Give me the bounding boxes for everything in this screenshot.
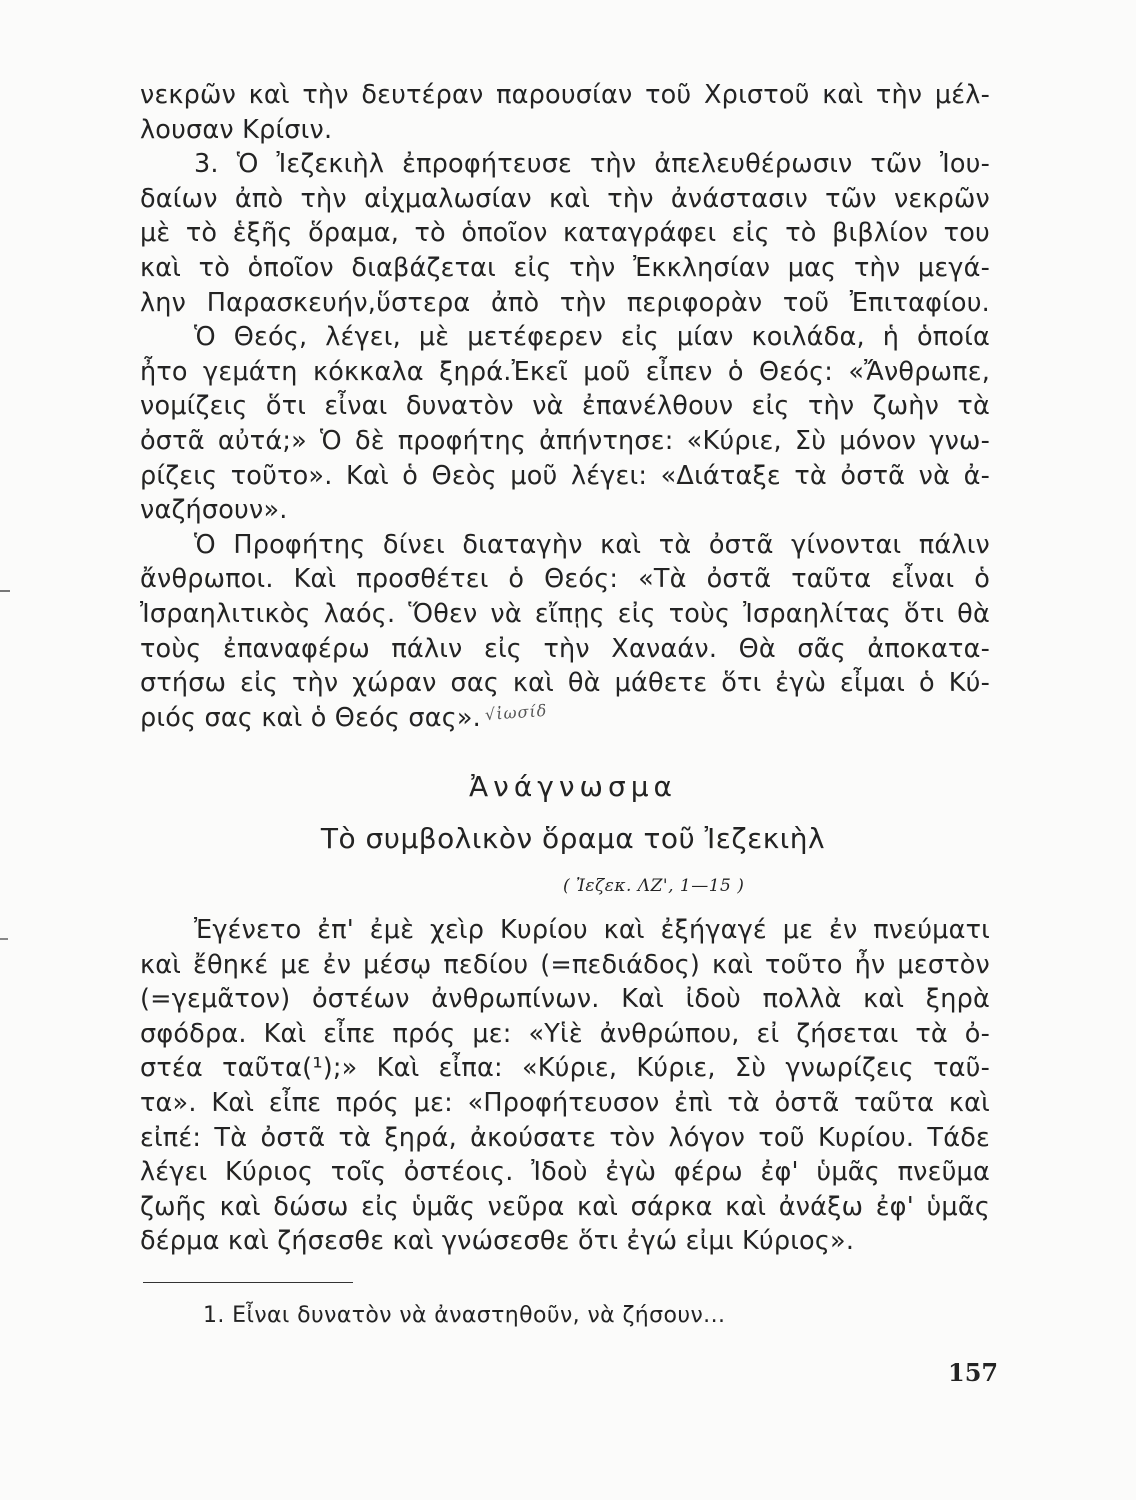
text-line-with-note xyxy=(140,701,990,739)
scripture-reference: ( Ἰεζεκ. ΛΖ', 1—15 ) xyxy=(563,876,745,896)
text-line: καὶ ἔθηκέ με ἐν μέσῳ πεδίου (=πεδιάδος) καὶ τοῦτο ἦν μεστὸν xyxy=(140,949,990,980)
text-line: μὲ τὸ ἑξῆς ὅραμα, τὸ ὁποῖον καταγράφει εἰς τὸ βιβλίον του xyxy=(140,218,990,249)
text-line: σφόδρα. Καὶ εἶπε πρός με: «Υἱὲ ἀνθρώπου, εἰ ζήσεται τὰ ὀ- xyxy=(140,1018,990,1049)
text-line: νεκρῶν καὶ τὴν δευτέραν παρουσίαν τοῦ Χριστοῦ καὶ τὴν μέλ- xyxy=(140,80,990,110)
text-line: ρίζεις τοῦτο». Καὶ ὁ Θεὸς μοῦ λέγει: «Διάταξε τὰ ὀστᾶ νὰ ἀ- xyxy=(140,460,990,491)
text-line: νομίζεις ὅτι εἶναι δυνατὸν νὰ ἐπανέλθουν εἰς τὴν ζωὴν τὰ xyxy=(140,391,990,422)
page-number: 157 xyxy=(948,1358,999,1387)
reading-title: Τὸ συμβολικὸν ὅραμα τοῦ Ἰεζεκιὴλ xyxy=(320,822,826,855)
text-line: δέρμα καὶ ζήσεσθε καὶ γνώσεσθε ὅτι ἐγώ εἰμι Κύριος». xyxy=(140,1226,855,1257)
body-text-top xyxy=(140,78,990,738)
footnote-divider xyxy=(143,1282,353,1283)
text-line: τα». Καὶ εἶπε πρός με: «Προφήτευσον ἐπὶ τὰ ὀστᾶ ταῦτα καὶ xyxy=(140,1087,990,1118)
text-line: Ὁ Θεός, λέγει, μὲ μετέφερεν εἰς μίαν κοιλάδα, ἡ ὁποία xyxy=(194,322,990,353)
text-line: 3. Ὁ Ἰεζεκιὴλ ἐπροφήτευσε τὴν ἀπελευθέρωσιν τῶν Ἰου- xyxy=(194,149,990,180)
text-line: ἦτο γεμάτη κόκκαλα ξηρά.Ἐκεῖ μοῦ εἶπεν ὁ Θεός: «Ἄνθρωπε, xyxy=(140,356,990,387)
text-line: δαίων ἀπὸ τὴν αἰχμαλωσίαν καὶ τὴν ἀνάστασιν τῶν νεκρῶν xyxy=(140,183,990,214)
body-text-reading xyxy=(140,913,990,1259)
text-line: ἄνθρωποι. Καὶ προσθέτει ὁ Θεός: «Τὰ ὀστᾶ ταῦτα εἶναι ὁ xyxy=(140,564,990,595)
margin-mark xyxy=(0,590,10,592)
text-line: τοὺς ἐπαναφέρω πάλιν εἰς τὴν Χαναάν. Θὰ σᾶς ἀποκατα- xyxy=(140,633,990,664)
footnote: 1. Εἶναι δυνατὸν νὰ ἀναστηθοῦν, νὰ ζήσουν... xyxy=(203,1303,726,1328)
text-line: (=γεμᾶτον) ὀστέων ἀνθρωπίνων. Καὶ ἰδοὺ πολλὰ καὶ ξηρὰ xyxy=(140,984,990,1015)
text-line: στήσω εἰς τὴν χώραν σας καὶ θὰ μάθετε ὅτι ἐγὼ εἶμαι ὁ Κύ- xyxy=(140,668,990,699)
text-line: λην Παρασκευήν,ὕστερα ἀπὸ τὴν περιφορὰν τοῦ Ἐπιταφίου. xyxy=(140,287,990,318)
text-line: εἰπέ: Τὰ ὀστᾶ τὰ ξηρά, ἀκούσατε τὸν λόγον τοῦ Κυρίου. Τάδε xyxy=(140,1122,990,1153)
handwritten-note: √ἰωσίδ xyxy=(484,700,548,724)
text-line: λουσαν Κρίσιν. xyxy=(140,114,333,145)
text-line: ὀστᾶ αὐτά;» Ὁ δὲ προφήτης ἀπήντησε: «Κύριε, Σὺ μόνον γνω- xyxy=(140,425,990,456)
text-line: ριός σας καὶ ὁ Θεός σας». xyxy=(140,702,481,733)
margin-mark xyxy=(0,938,8,940)
text-line: Ἐγένετο ἐπ' ἐμὲ χεὶρ Κυρίου καὶ ἐξήγαγέ με ἐν πνεύματι xyxy=(194,915,990,945)
text-line: ζωῆς καὶ δώσω εἰς ὑμᾶς νεῦρα καὶ σάρκα καὶ ἀνάξω ἐφ' ὑμᾶς xyxy=(140,1191,990,1222)
text-line: Ἰσραηλιτικὸς λαός. Ὅθεν νὰ εἴπῃς εἰς τοὺς Ἰσραηλίτας ὅτι θὰ xyxy=(140,598,990,629)
text-line: καὶ τὸ ὁποῖον διαβάζεται εἰς τὴν Ἐκκλησίαν μας τὴν μεγά- xyxy=(140,252,990,283)
text-line: Ὁ Προφήτης δίνει διαταγὴν καὶ τὰ ὀστᾶ γίνονται πάλιν xyxy=(194,529,990,560)
text-line: στέα ταῦτα(¹);» Καὶ εἶπα: «Κύριε, Κύριε, Σὺ γνωρίζεις ταῦ- xyxy=(140,1053,990,1084)
reading-heading: Ἀνάγνωσμα xyxy=(469,770,677,803)
text-line: λέγει Κύριος τοῖς ὀστέοις. Ἰδοὺ ἐγὼ φέρω ἐφ' ὑμᾶς πνεῦμα xyxy=(140,1157,990,1188)
text-line: ναζήσουν». xyxy=(140,495,288,526)
